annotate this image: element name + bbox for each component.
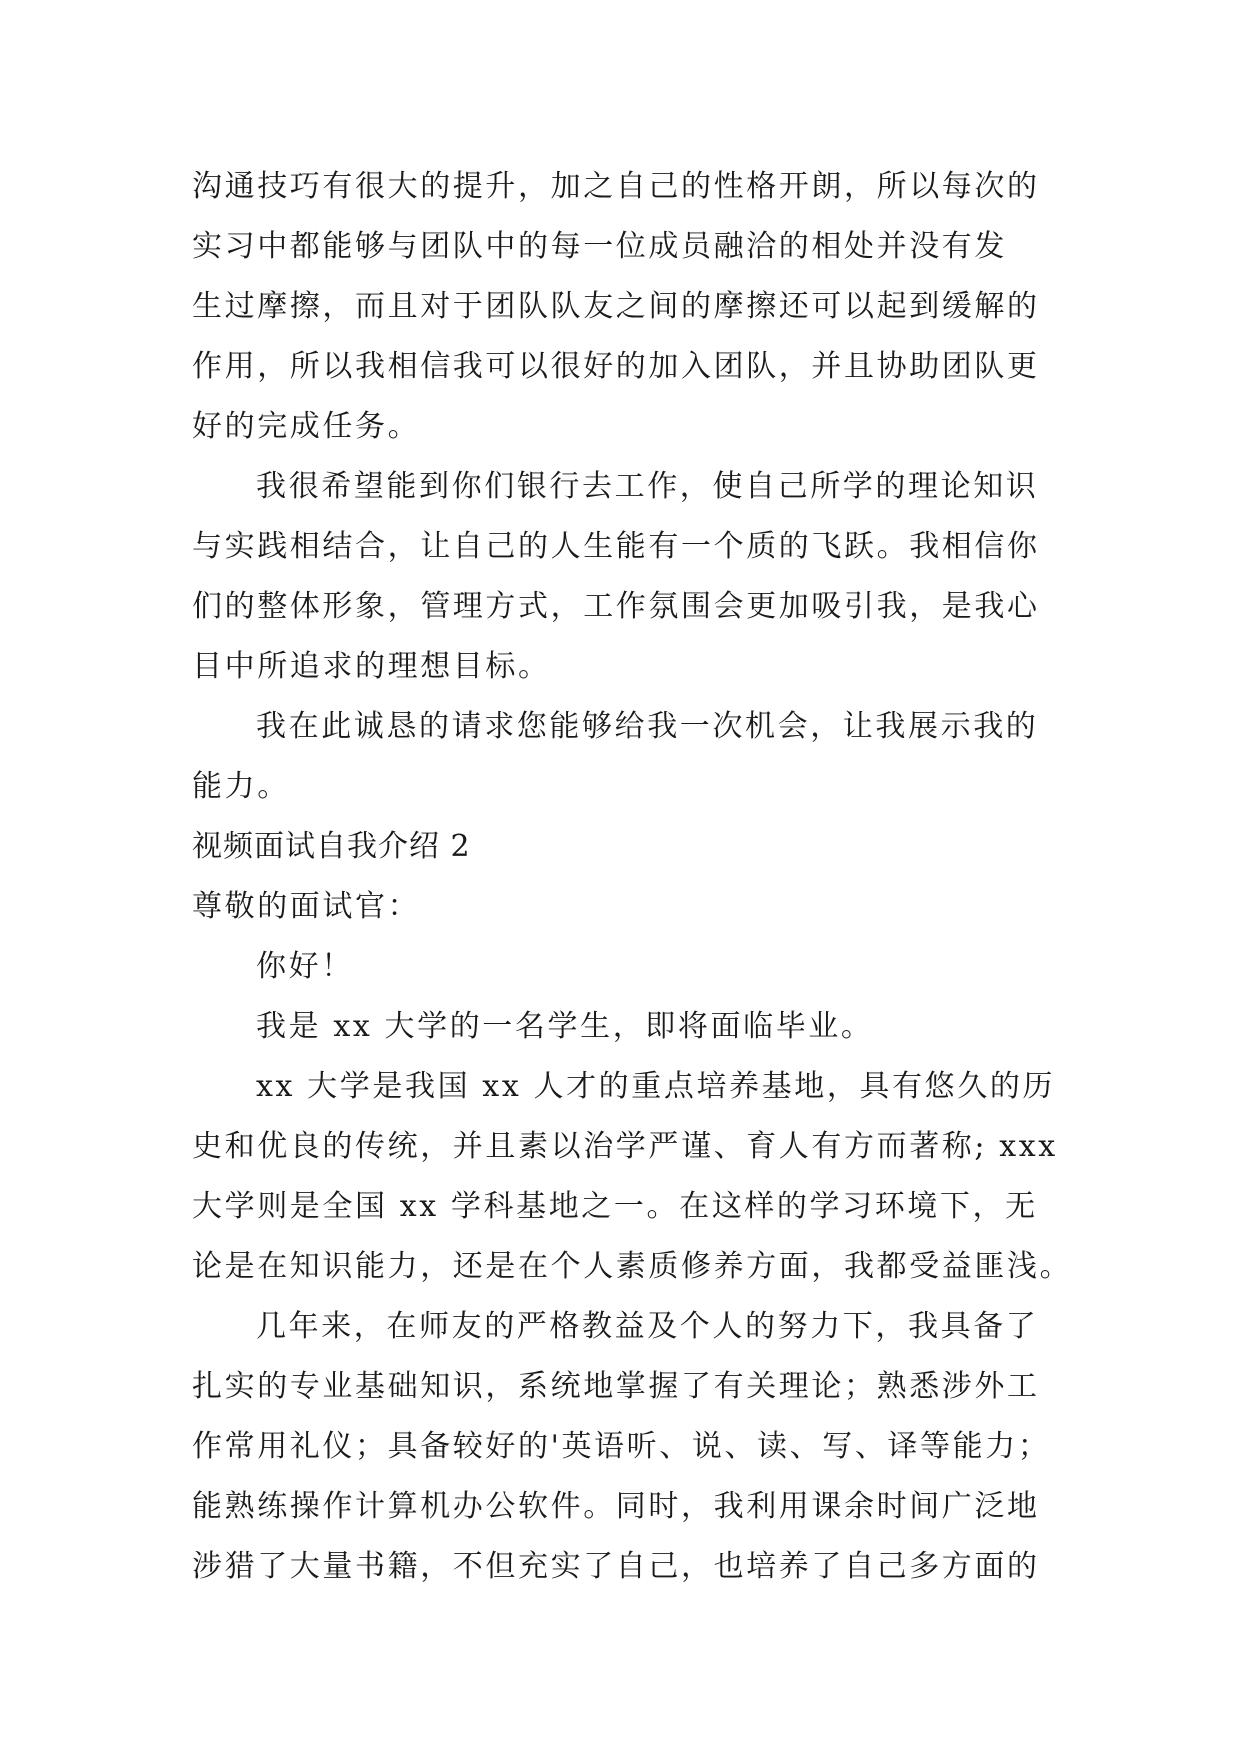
body-line: 沟通技巧有很大的提升，加之自己的性格开朗，所以每次的 bbox=[192, 169, 1040, 204]
body-line: 扎实的专业基础知识，系统地掌握了有关理论；熟悉涉外工 bbox=[192, 1369, 1040, 1404]
body-line: 与实践相结合，让自己的人生能有一个质的飞跃。我相信你 bbox=[192, 529, 1040, 564]
paragraph-start-line: 几年来，在师友的严格教益及个人的努力下，我具备了 bbox=[256, 1309, 1039, 1344]
body-line: 作常用礼仪；具备较好的'英语听、说、读、写、译等能力； bbox=[192, 1429, 1051, 1464]
body-line: 生过摩擦，而且对于团队队友之间的摩擦还可以起到缓解的 bbox=[192, 289, 1040, 324]
body-line: 能熟练操作计算机办公软件。同时，我利用课余时间广泛地 bbox=[192, 1489, 1040, 1524]
paragraph-start-line: xx 大学是我国 xx 人才的重点培养基地，具有悠久的历 bbox=[256, 1069, 1056, 1104]
paragraph-start-line: 我很希望能到你们银行去工作，使自己所学的理论知识 bbox=[256, 469, 1039, 504]
body-line: 涉猎了大量书籍，不但充实了自己，也培养了自己多方面的 bbox=[192, 1549, 1040, 1584]
body-line: 史和优良的传统，并且素以治学严谨、育人有方而著称; xxx bbox=[192, 1129, 1058, 1164]
body-line: 好的完成任务。 bbox=[192, 409, 421, 444]
body-line: 目中所追求的理想目标。 bbox=[192, 649, 551, 684]
body-line: 大学则是全国 xx 学科基地之一。在这样的学习环境下，无 bbox=[192, 1189, 1038, 1224]
body-line: 们的整体形象，管理方式，工作氛围会更加吸引我，是我心 bbox=[192, 589, 1040, 624]
greeting: 你好！ bbox=[256, 949, 354, 984]
document-body bbox=[192, 157, 1073, 1597]
paragraph-start-line: 我在此诚恳的请求您能够给我一次机会，让我展示我的 bbox=[256, 709, 1039, 744]
body-line: 作用，所以我相信我可以很好的加入团队，并且协助团队更 bbox=[192, 349, 1040, 384]
body-line: 能力。 bbox=[192, 769, 290, 804]
body-line: 论是在知识能力，还是在个人素质修养方面，我都受益匪浅。 bbox=[192, 1249, 1073, 1284]
salutation: 尊敬的面试官： bbox=[192, 889, 421, 924]
body-line: 实习中都能够与团队中的每一位成员融洽的相处并没有发 bbox=[192, 229, 1007, 264]
section-heading: 视频面试自我介绍 2 bbox=[192, 829, 471, 864]
paragraph-start-line: 我是 xx 大学的一名学生，即将面临毕业。 bbox=[256, 1009, 874, 1044]
